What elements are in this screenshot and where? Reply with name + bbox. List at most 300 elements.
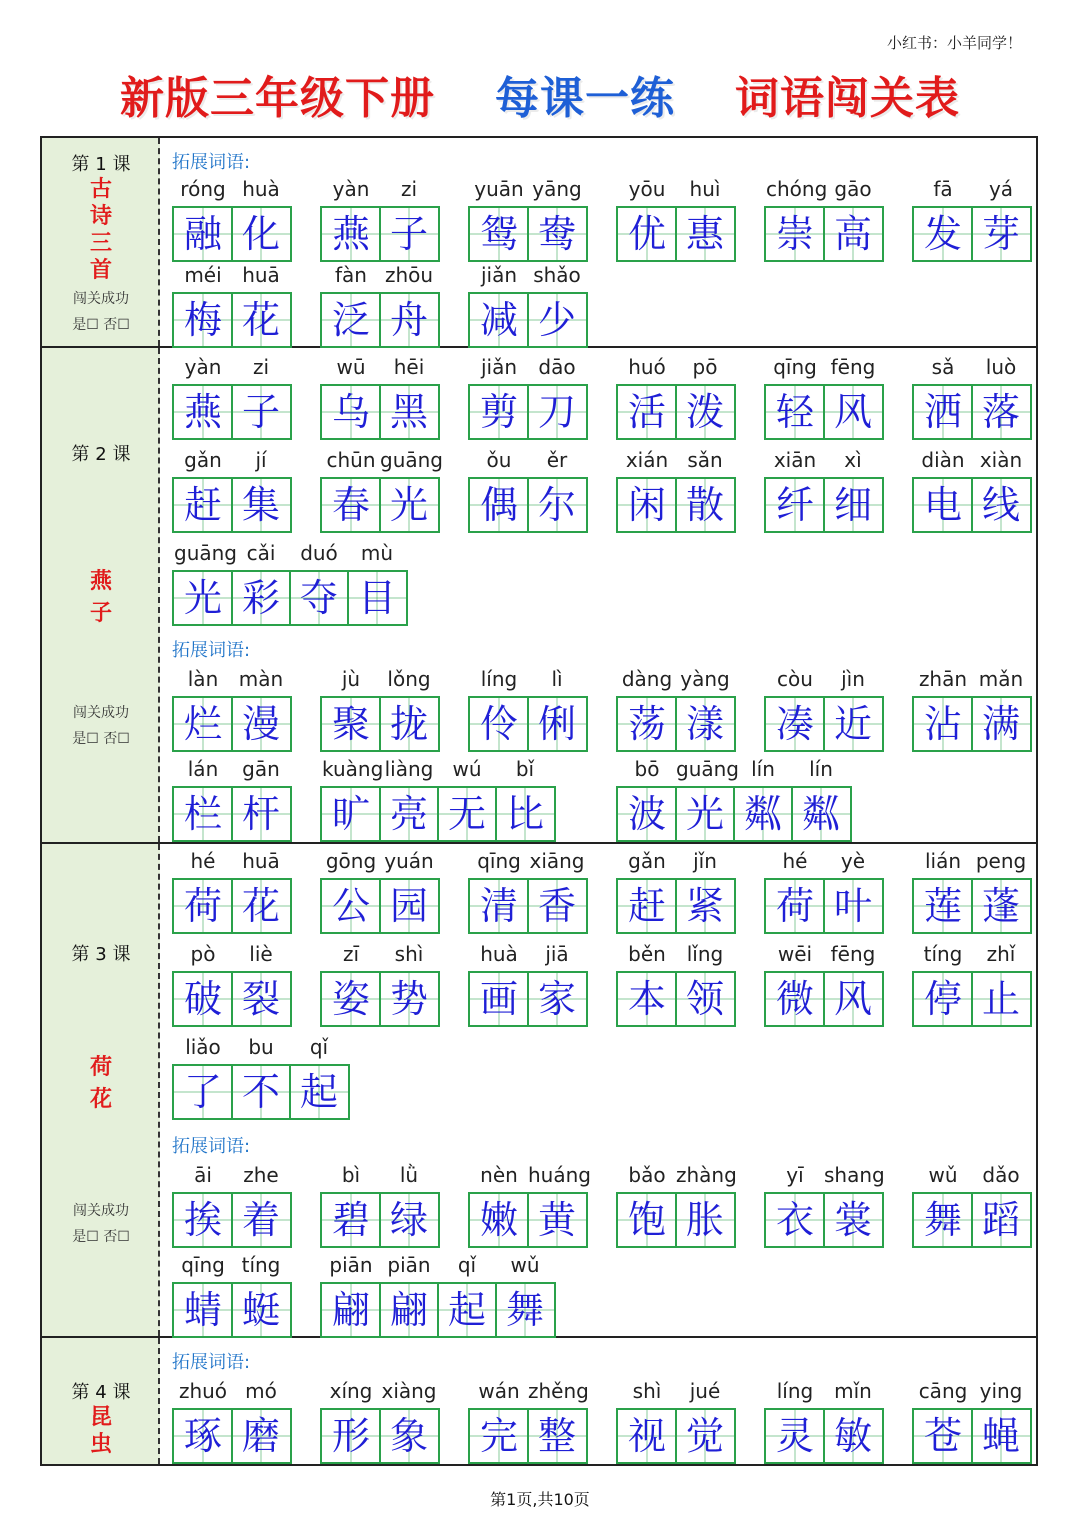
hanzi: 蜓 bbox=[241, 1288, 280, 1332]
pinyin: jù bbox=[341, 667, 361, 691]
hanzi: 象 bbox=[389, 1414, 428, 1458]
lesson-title bbox=[42, 566, 160, 630]
pinyin: huà bbox=[242, 177, 280, 201]
hanzi: 光 bbox=[685, 792, 724, 836]
pinyin: jiā bbox=[545, 942, 569, 966]
pinyin: lín bbox=[809, 757, 833, 781]
pinyin: lín bbox=[751, 757, 775, 781]
writing-grid bbox=[320, 292, 440, 348]
hanzi: 鸯 bbox=[537, 212, 576, 256]
pinyin: jué bbox=[689, 1379, 721, 1403]
hanzi: 崇 bbox=[775, 212, 814, 256]
hanzi: 集 bbox=[241, 483, 280, 527]
writing-grid bbox=[320, 1408, 440, 1464]
pinyin: gān bbox=[242, 757, 280, 781]
writing-grid bbox=[172, 384, 292, 440]
hanzi: 高 bbox=[833, 212, 872, 256]
word-item bbox=[764, 848, 884, 936]
hanzi: 起 bbox=[299, 1070, 338, 1114]
pinyin: xì bbox=[844, 448, 862, 472]
pinyin: zī bbox=[342, 942, 360, 966]
hanzi: 优 bbox=[627, 212, 666, 256]
lesson-title-text: 荷花 bbox=[89, 1055, 112, 1112]
writing-grid bbox=[616, 1408, 736, 1464]
writing-grid bbox=[468, 696, 588, 752]
hanzi: 起 bbox=[447, 1288, 486, 1332]
lesson-label: 第 2 课 bbox=[71, 444, 131, 465]
pinyin: zhān bbox=[918, 667, 968, 691]
hanzi: 少 bbox=[537, 298, 576, 342]
pinyin: liè bbox=[249, 942, 273, 966]
pinyin: lán bbox=[187, 757, 219, 781]
hanzi: 荷 bbox=[183, 884, 222, 928]
writing-grid bbox=[320, 477, 440, 533]
word-item bbox=[172, 756, 292, 844]
word-item bbox=[912, 941, 1032, 1029]
hanzi: 家 bbox=[537, 977, 576, 1021]
writing-grid bbox=[468, 384, 588, 440]
hanzi: 栏 bbox=[183, 792, 222, 836]
hanzi: 凑 bbox=[775, 702, 814, 746]
pinyin: jìn bbox=[841, 667, 865, 691]
pinyin: shang bbox=[824, 1163, 885, 1187]
pinyin: hēi bbox=[393, 355, 425, 379]
word-item bbox=[764, 447, 884, 535]
pinyin: fēng bbox=[830, 355, 876, 379]
writing-grid bbox=[616, 971, 736, 1027]
writing-grid bbox=[764, 971, 884, 1027]
word-item bbox=[172, 354, 292, 442]
writing-grid bbox=[912, 206, 1032, 262]
writing-grid bbox=[764, 1192, 884, 1248]
hanzi: 香 bbox=[537, 884, 576, 928]
hanzi: 亮 bbox=[389, 792, 428, 836]
hanzi: 泛 bbox=[331, 298, 370, 342]
hanzi: 叶 bbox=[833, 884, 872, 928]
lesson-label: 第 1 课 bbox=[71, 154, 131, 175]
writing-grid bbox=[616, 206, 736, 262]
pinyin: líng bbox=[776, 1379, 814, 1403]
hanzi: 公 bbox=[331, 884, 370, 928]
writing-grid bbox=[616, 696, 736, 752]
hanzi: 刀 bbox=[537, 390, 576, 434]
pinyin: hé bbox=[782, 849, 808, 873]
hanzi: 乌 bbox=[331, 390, 370, 434]
word-item bbox=[468, 1378, 588, 1466]
word-item bbox=[764, 1378, 884, 1466]
lesson-title bbox=[42, 1404, 160, 1458]
word-item bbox=[320, 1252, 556, 1340]
writing-grid bbox=[172, 292, 292, 348]
word-item bbox=[616, 941, 736, 1029]
pinyin: yàng bbox=[680, 667, 730, 691]
pass-status bbox=[42, 286, 160, 338]
pinyin: ying bbox=[979, 1379, 1023, 1403]
pinyin: bu bbox=[248, 1035, 274, 1059]
writing-grid bbox=[764, 477, 884, 533]
hanzi: 春 bbox=[331, 483, 370, 527]
page-title bbox=[0, 62, 1080, 126]
writing-grid bbox=[320, 1192, 440, 1248]
word-item bbox=[468, 262, 588, 350]
pinyin: zhe bbox=[243, 1163, 279, 1187]
lesson-row-4 bbox=[42, 1338, 1036, 1464]
hanzi: 光 bbox=[183, 576, 222, 620]
hanzi: 漫 bbox=[241, 702, 280, 746]
word-item bbox=[616, 447, 736, 535]
hanzi: 闲 bbox=[627, 483, 666, 527]
pinyin: mǐn bbox=[834, 1379, 872, 1403]
hanzi: 灵 bbox=[775, 1414, 814, 1458]
extended-words-label: 拓展词语: bbox=[172, 1136, 251, 1157]
hanzi: 细 bbox=[833, 483, 872, 527]
word-item bbox=[912, 176, 1032, 264]
lesson-sidebar bbox=[42, 138, 160, 346]
hanzi: 杆 bbox=[241, 792, 280, 836]
hanzi: 偶 bbox=[479, 483, 518, 527]
hanzi: 尔 bbox=[537, 483, 576, 527]
pinyin: dàng bbox=[621, 667, 673, 691]
word-item bbox=[172, 176, 292, 264]
hanzi: 线 bbox=[981, 483, 1020, 527]
writing-grid bbox=[172, 696, 292, 752]
pinyin: wēi bbox=[777, 942, 813, 966]
hanzi: 发 bbox=[923, 212, 962, 256]
word-item bbox=[320, 848, 440, 936]
hanzi: 减 bbox=[479, 298, 518, 342]
hanzi: 轻 bbox=[775, 390, 814, 434]
pass-checkboxes[interactable]: 是☐ 否☐ bbox=[72, 1229, 130, 1245]
pinyin: guāng bbox=[174, 541, 237, 565]
pinyin: xíng bbox=[329, 1379, 373, 1403]
word-item bbox=[172, 1034, 350, 1122]
pinyin: yè bbox=[840, 849, 866, 873]
writing-grid bbox=[320, 971, 440, 1027]
pinyin: pò bbox=[190, 942, 216, 966]
writing-grid bbox=[320, 786, 556, 842]
pinyin: ǒu bbox=[486, 448, 512, 472]
hanzi: 风 bbox=[833, 390, 872, 434]
pinyin: wán bbox=[478, 1379, 520, 1403]
pinyin: mó bbox=[245, 1379, 277, 1403]
writing-grid bbox=[172, 206, 292, 262]
hanzi: 蹈 bbox=[981, 1198, 1020, 1242]
hanzi: 嫩 bbox=[479, 1198, 518, 1242]
writing-grid bbox=[172, 570, 408, 626]
hanzi: 沾 bbox=[923, 702, 962, 746]
writing-grid bbox=[764, 206, 884, 262]
hanzi: 花 bbox=[241, 298, 280, 342]
pinyin: zhōu bbox=[384, 263, 434, 287]
writing-grid bbox=[764, 878, 884, 934]
pinyin: liàng bbox=[384, 757, 434, 781]
hanzi: 裳 bbox=[833, 1198, 872, 1242]
pinyin: xián bbox=[625, 448, 669, 472]
hanzi: 舟 bbox=[389, 298, 428, 342]
pinyin: nèn bbox=[480, 1163, 518, 1187]
pinyin: gāo bbox=[834, 177, 872, 201]
hanzi: 散 bbox=[685, 483, 724, 527]
pinyin: lián bbox=[924, 849, 962, 873]
pinyin: dǎo bbox=[982, 1163, 1020, 1187]
pinyin: lǜ bbox=[399, 1163, 419, 1187]
pinyin: xiàn bbox=[979, 448, 1023, 472]
extended-words-label: 拓展词语: bbox=[172, 152, 251, 173]
pinyin: gǎn bbox=[628, 849, 666, 873]
pinyin: huó bbox=[628, 355, 666, 379]
hanzi: 形 bbox=[331, 1414, 370, 1458]
pinyin: zi bbox=[252, 355, 270, 379]
hanzi: 停 bbox=[923, 977, 962, 1021]
pinyin: pō bbox=[692, 355, 718, 379]
pinyin: qǐ bbox=[457, 1253, 477, 1277]
hanzi: 清 bbox=[479, 884, 518, 928]
writing-grid bbox=[912, 696, 1032, 752]
pinyin: huáng bbox=[528, 1163, 591, 1187]
hanzi: 俐 bbox=[537, 702, 576, 746]
lesson-title-text: 古诗三首 bbox=[89, 177, 112, 283]
pinyin: dāo bbox=[538, 355, 576, 379]
pinyin: còu bbox=[777, 667, 813, 691]
hanzi: 夺 bbox=[299, 576, 338, 620]
pinyin: tíng bbox=[241, 1253, 281, 1277]
pinyin: diàn bbox=[921, 448, 965, 472]
pinyin: huā bbox=[242, 263, 280, 287]
hanzi: 胀 bbox=[685, 1198, 724, 1242]
word-item bbox=[912, 447, 1032, 535]
hanzi: 绿 bbox=[389, 1198, 428, 1242]
pinyin: bǐ bbox=[515, 757, 535, 781]
word-item bbox=[172, 1252, 292, 1340]
writing-grid bbox=[912, 878, 1032, 934]
hanzi: 不 bbox=[241, 1070, 280, 1114]
pinyin: sǎ bbox=[931, 355, 955, 379]
pinyin: yuán bbox=[384, 849, 434, 873]
pinyin: āi bbox=[194, 1163, 212, 1187]
pinyin: huā bbox=[242, 849, 280, 873]
hanzi: 蓬 bbox=[981, 884, 1020, 928]
lesson-row-2 bbox=[42, 348, 1036, 844]
pinyin: lì bbox=[551, 667, 563, 691]
pinyin: guāng bbox=[676, 757, 739, 781]
hanzi: 燕 bbox=[183, 390, 222, 434]
pinyin: yōu bbox=[628, 177, 666, 201]
hanzi: 势 bbox=[389, 977, 428, 1021]
pinyin: bǎo bbox=[628, 1163, 666, 1187]
pass-checkboxes[interactable]: 是☐ 否☐ bbox=[72, 731, 130, 747]
pinyin: qǐ bbox=[309, 1035, 329, 1059]
hanzi: 粼 bbox=[743, 792, 782, 836]
hanzi: 裂 bbox=[241, 977, 280, 1021]
pinyin: běn bbox=[628, 942, 666, 966]
hanzi: 融 bbox=[183, 212, 222, 256]
pinyin: luò bbox=[985, 355, 1017, 379]
hanzi: 彩 bbox=[241, 576, 280, 620]
author-credit: 小红书：小羊同学！ bbox=[886, 34, 1022, 52]
pass-checkboxes[interactable]: 是☐ 否☐ bbox=[72, 317, 130, 333]
hanzi: 目 bbox=[357, 576, 396, 620]
writing-grid bbox=[320, 206, 440, 262]
pinyin: sǎn bbox=[687, 448, 723, 472]
lesson-label: 第 4 课 bbox=[71, 1382, 131, 1403]
writing-grid bbox=[172, 1408, 292, 1464]
hanzi: 落 bbox=[981, 390, 1020, 434]
pinyin: qīng bbox=[181, 1253, 225, 1277]
hanzi: 赶 bbox=[183, 483, 222, 527]
writing-grid bbox=[764, 696, 884, 752]
writing-grid bbox=[468, 477, 588, 533]
pinyin: lǐng bbox=[686, 942, 724, 966]
pass-status bbox=[42, 1198, 160, 1250]
pinyin: shì bbox=[394, 942, 424, 966]
hanzi: 画 bbox=[479, 977, 518, 1021]
word-item bbox=[320, 1378, 440, 1466]
hanzi: 蝇 bbox=[981, 1414, 1020, 1458]
word-item bbox=[616, 176, 736, 264]
writing-grid bbox=[172, 477, 292, 533]
word-item bbox=[320, 1162, 440, 1250]
hanzi: 饱 bbox=[627, 1198, 666, 1242]
hanzi: 止 bbox=[981, 977, 1020, 1021]
pinyin: guāng bbox=[380, 448, 443, 472]
pinyin: yàn bbox=[332, 177, 370, 201]
hanzi: 着 bbox=[241, 1198, 280, 1242]
writing-grid bbox=[320, 384, 440, 440]
hanzi: 纤 bbox=[775, 483, 814, 527]
lesson-label: 第 3 课 bbox=[71, 944, 131, 965]
writing-grid bbox=[320, 878, 440, 934]
extended-words-label: 拓展词语: bbox=[172, 1352, 251, 1373]
hanzi: 惠 bbox=[685, 212, 724, 256]
word-item bbox=[320, 756, 556, 844]
pinyin: jí bbox=[255, 448, 267, 472]
pinyin: xiān bbox=[773, 448, 817, 472]
writing-grid bbox=[616, 477, 736, 533]
writing-grid bbox=[616, 1192, 736, 1248]
hanzi: 活 bbox=[627, 390, 666, 434]
hanzi: 剪 bbox=[479, 390, 518, 434]
pass-label: 闯关成功 bbox=[73, 1203, 129, 1219]
hanzi: 本 bbox=[627, 977, 666, 1021]
hanzi: 了 bbox=[183, 1070, 222, 1114]
pass-status bbox=[42, 700, 160, 752]
pinyin: jiǎn bbox=[480, 263, 518, 287]
hanzi: 子 bbox=[389, 212, 428, 256]
title-practice: 每课一练 bbox=[495, 73, 675, 124]
pinyin: wū bbox=[336, 355, 366, 379]
lesson-row-3 bbox=[42, 844, 1036, 1338]
hanzi: 鸳 bbox=[479, 212, 518, 256]
pinyin: mǎn bbox=[978, 667, 1024, 691]
pinyin: gǎn bbox=[184, 448, 222, 472]
writing-grid bbox=[616, 878, 736, 934]
hanzi: 烂 bbox=[183, 702, 222, 746]
writing-grid bbox=[468, 292, 588, 348]
word-item bbox=[616, 756, 852, 844]
word-item bbox=[616, 354, 736, 442]
pinyin: tíng bbox=[923, 942, 963, 966]
hanzi: 满 bbox=[981, 702, 1020, 746]
word-item bbox=[912, 354, 1032, 442]
pinyin: yàn bbox=[184, 355, 222, 379]
pinyin: wǔ bbox=[928, 1163, 958, 1187]
writing-grid bbox=[616, 384, 736, 440]
writing-grid bbox=[320, 1282, 556, 1338]
hanzi: 挨 bbox=[183, 1198, 222, 1242]
pinyin: bì bbox=[341, 1163, 361, 1187]
writing-grid bbox=[172, 971, 292, 1027]
hanzi: 近 bbox=[833, 702, 872, 746]
pinyin: fēng bbox=[830, 942, 876, 966]
pinyin: zhuó bbox=[178, 1379, 228, 1403]
hanzi: 拢 bbox=[389, 702, 428, 746]
word-item bbox=[912, 848, 1032, 936]
lesson-row-1 bbox=[42, 138, 1036, 348]
word-item bbox=[912, 1162, 1032, 1250]
word-item bbox=[468, 176, 588, 264]
word-item bbox=[616, 1162, 736, 1250]
word-item bbox=[912, 1378, 1032, 1466]
hanzi: 荡 bbox=[627, 702, 666, 746]
writing-grid bbox=[172, 1192, 292, 1248]
lesson-title-text: 燕子 bbox=[89, 569, 112, 626]
writing-grid bbox=[468, 1408, 588, 1464]
pinyin: cǎi bbox=[246, 541, 276, 565]
writing-grid bbox=[912, 1408, 1032, 1464]
pinyin: duó bbox=[300, 541, 338, 565]
hanzi: 子 bbox=[241, 390, 280, 434]
pinyin: gōng bbox=[325, 849, 377, 873]
word-item bbox=[172, 666, 292, 754]
word-item bbox=[172, 447, 292, 535]
hanzi: 泼 bbox=[685, 390, 724, 434]
word-item bbox=[320, 176, 440, 264]
hanzi: 荷 bbox=[775, 884, 814, 928]
pinyin: zhěng bbox=[528, 1379, 589, 1403]
writing-grid bbox=[172, 878, 292, 934]
pinyin: chóng bbox=[766, 177, 828, 201]
pinyin: qīng bbox=[477, 849, 521, 873]
writing-grid bbox=[912, 384, 1032, 440]
hanzi: 苍 bbox=[923, 1414, 962, 1458]
word-item bbox=[320, 354, 440, 442]
hanzi: 翩 bbox=[331, 1288, 370, 1332]
hanzi: 舞 bbox=[923, 1198, 962, 1242]
hanzi: 琢 bbox=[183, 1414, 222, 1458]
hanzi: 花 bbox=[241, 884, 280, 928]
pinyin: liǎo bbox=[185, 1035, 221, 1059]
title-table: 词语闯关表 bbox=[735, 73, 960, 124]
word-item bbox=[320, 447, 443, 535]
hanzi: 衣 bbox=[775, 1198, 814, 1242]
pinyin: fàn bbox=[335, 263, 367, 287]
pinyin: róng bbox=[180, 177, 226, 201]
hanzi: 化 bbox=[241, 212, 280, 256]
word-item bbox=[172, 848, 292, 936]
hanzi: 黄 bbox=[537, 1198, 576, 1242]
hanzi: 完 bbox=[479, 1414, 518, 1458]
pinyin: làn bbox=[187, 667, 219, 691]
pinyin: ěr bbox=[546, 448, 568, 472]
pinyin: zi bbox=[400, 177, 418, 201]
pinyin: shì bbox=[632, 1379, 662, 1403]
writing-grid bbox=[912, 971, 1032, 1027]
hanzi: 觉 bbox=[685, 1414, 724, 1458]
lesson-sidebar bbox=[42, 1338, 160, 1464]
word-item bbox=[172, 941, 292, 1029]
pinyin: chūn bbox=[326, 448, 376, 472]
word-item bbox=[172, 540, 408, 628]
